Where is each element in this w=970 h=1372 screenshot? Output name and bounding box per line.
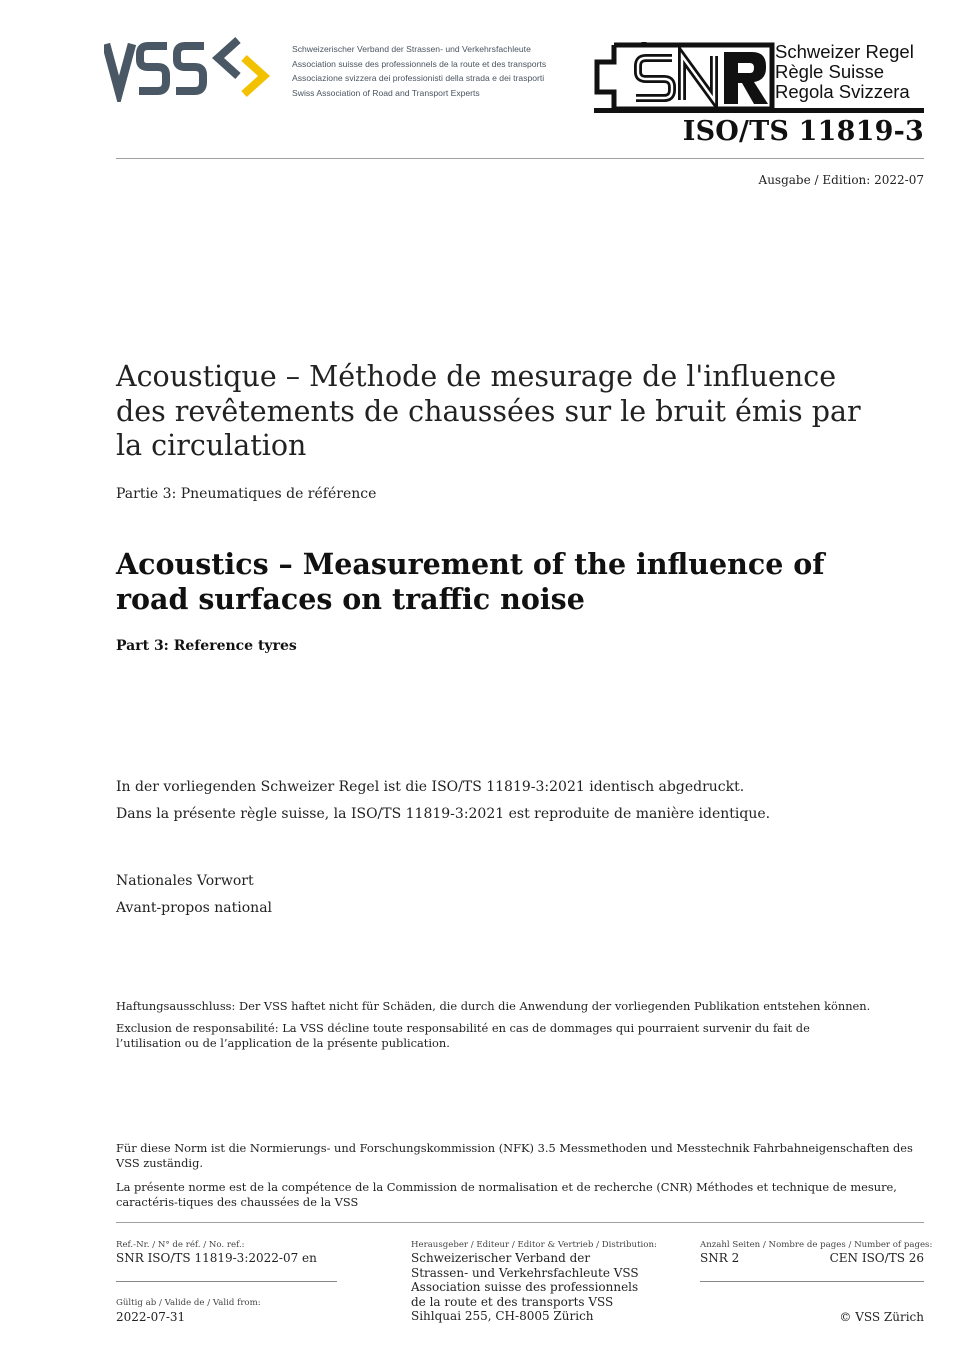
publisher-line: Sihlquai 255, CH-8005 Zürich	[411, 1309, 594, 1324]
vss-logo	[104, 36, 276, 102]
reference-label: Ref.-Nr. / N° de réf. / No. ref.:	[116, 1240, 245, 1250]
disclaimer-fr: Exclusion de responsabilité: La VSS décline toute responsabilité en cas de dommages qui pourraient survenir du fait de l’utilisation ou de l’application de la présente publication.	[116, 1021, 810, 1050]
snr-name-de: Schweizer Regel	[775, 41, 914, 62]
english-subtitle: Part 3: Reference tyres	[116, 638, 297, 654]
french-title: Acoustique – Méthode de mesurage de l'influence des revêtements de chaussées sur le bruit émis par la circulation	[116, 360, 861, 462]
national-foreword-de: Nationales Vorwort	[116, 873, 254, 889]
vss-name-en: Swiss Association of Road and Transport Experts	[292, 87, 480, 98]
vss-name-it: Associazione svizzera dei professionisti della strada e dei trasporti	[292, 73, 545, 83]
vss-name-fr: Association suisse des professionnels de la route et des transports	[292, 58, 547, 69]
copyright: © VSS Zürich	[839, 1310, 924, 1324]
valid-from-value: 2022-07-31	[116, 1310, 186, 1324]
vss-name-de: Schweizerischer Verband der Strassen- und Verkehrsfachleute	[292, 44, 531, 54]
reference-divider	[116, 1281, 337, 1282]
english-title: Acoustics – Measurement of the influence of road surfaces on traffic noise	[116, 547, 825, 616]
reference-value: SNR ISO/TS 11819-3:2022-07 en	[116, 1251, 317, 1265]
snr-name-fr: Règle Suisse	[775, 61, 885, 82]
identical-note-fr: Dans la présente règle suisse, la ISO/TS 11819-3:2021 est reproduite de manière identique.	[116, 806, 771, 822]
national-foreword-fr: Avant-propos national	[116, 900, 273, 916]
committee-note-fr: La présente norme est de la compétence de la Commission de normalisation et de recherche (CNR) Méthodes et technique de mesure, caractéris-tiques des chaussées de la VSS	[116, 1180, 897, 1209]
committee-note-de: Für diese Norm ist die Normierungs- und Forschungskommission (NFK) 3.5 Messmethoden und Messtechnik Fahrbahneigenschaften des VSS zuständig.	[116, 1141, 913, 1170]
snr-name-it: Regola Svizzera	[775, 81, 910, 102]
edition-date: Ausgabe / Edition: 2022-07	[758, 173, 924, 187]
vss-association-names	[292, 42, 546, 100]
french-subtitle: Partie 3: Pneumatiques de référence	[116, 486, 377, 502]
standard-code: ISO/TS 11819-3	[682, 116, 924, 147]
footer-divider	[116, 1222, 924, 1223]
publisher-line: de la route et des transports VSS	[411, 1294, 614, 1309]
publisher-address	[411, 1251, 639, 1324]
snr-rule-names	[775, 42, 914, 102]
page-count-snr: SNR 2	[700, 1251, 740, 1265]
page-count-divider	[700, 1281, 924, 1282]
publisher-line: Strassen- und Verkehrsfachleute VSS	[411, 1265, 639, 1280]
page-count-label: Anzahl Seiten / Nombre de pages / Number of pages:	[700, 1240, 933, 1250]
publisher-line: Schweizerischer Verband der	[411, 1251, 591, 1265]
valid-from-label: Gültig ab / Valide de / Valid from:	[116, 1298, 261, 1308]
disclaimer-de: Haftungsausschluss: Der VSS haftet nicht für Schäden, die durch die Anwendung der vorliegenden Publikation entstehen können.	[116, 999, 871, 1013]
publisher-line: Association suisse des professionnels	[411, 1280, 639, 1295]
publisher-label: Herausgeber / Editeur / Editor & Vertrieb / Distribution:	[411, 1240, 657, 1250]
header-divider	[116, 158, 924, 159]
page-count-cen: CEN ISO/TS 26	[829, 1251, 924, 1265]
identical-note-de: In der vorliegenden Schweizer Regel ist die ISO/TS 11819-3:2021 identisch abgedruckt.	[116, 779, 745, 795]
